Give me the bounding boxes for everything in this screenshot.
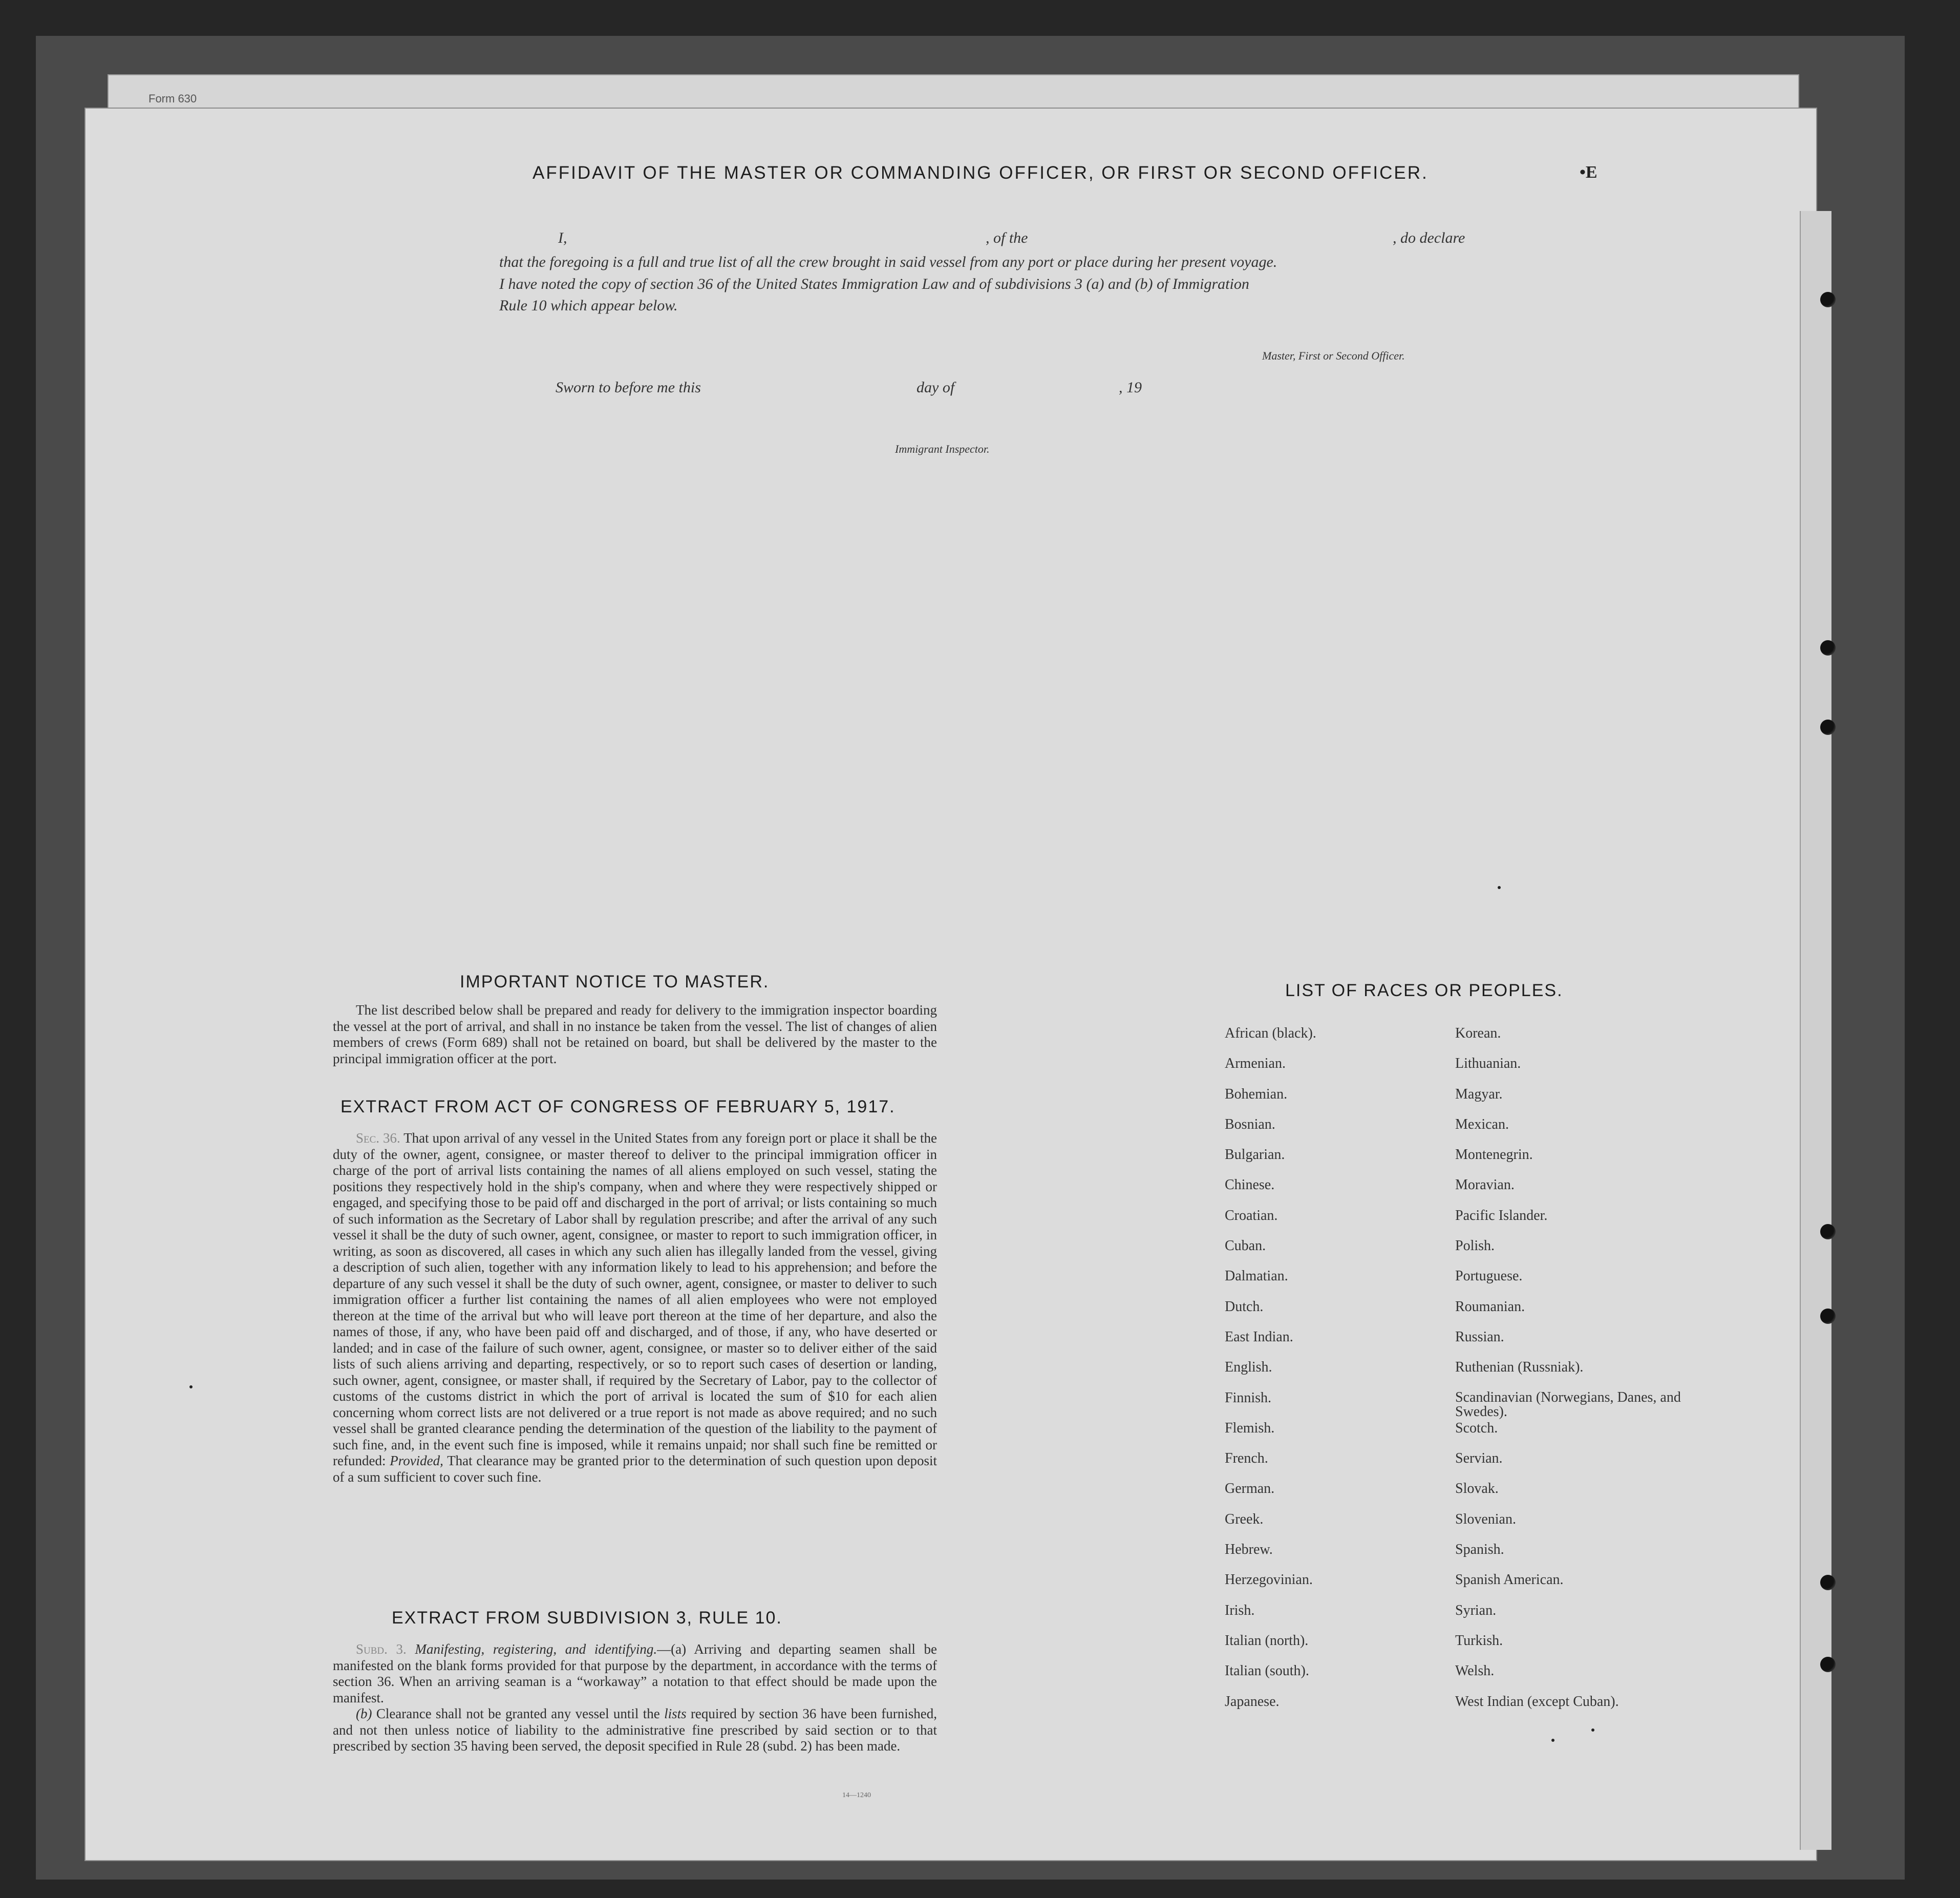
race-item: Polish.: [1455, 1238, 1495, 1254]
race-item: Syrian.: [1455, 1602, 1497, 1618]
subdivision-heading: Manifesting, registering, and identifying.: [415, 1641, 657, 1657]
race-item: Slovak.: [1455, 1481, 1499, 1497]
notice-body: [333, 1002, 937, 1067]
races-column-1: [1225, 1026, 1471, 1724]
race-item: Russian.: [1455, 1328, 1504, 1345]
section-label: Sec. 36.: [356, 1130, 400, 1146]
speck: [1551, 1739, 1554, 1742]
race-item: Montenegrin.: [1455, 1147, 1533, 1163]
races-column-2: [1455, 1026, 1701, 1724]
race-item: Bosnian.: [1225, 1116, 1275, 1132]
part-b-pre: Clearance shall not be granted any vessel until the: [376, 1706, 660, 1721]
race-item: English.: [1225, 1359, 1272, 1376]
print-code: 14—1240: [842, 1791, 871, 1799]
race-item: Herzegovinian.: [1225, 1572, 1313, 1588]
race-item: Scotch.: [1455, 1420, 1498, 1436]
act-text-end: That clearance may be granted prior to the determination of such question upon deposit of a sum sufficient to cover such fine.: [333, 1453, 938, 1485]
declaration-line-3: I have noted the copy of section 36 of the United States Immigration Law and of subdivisions 3 (a) and (b) of Immigration: [499, 276, 1249, 292]
declaration-line-4: Rule 10 which appear below.: [499, 297, 678, 314]
speck: [1498, 886, 1501, 889]
races-title: LIST OF RACES OR PEOPLES.: [1285, 981, 1563, 1000]
race-item: West Indian (except Cuban).: [1455, 1693, 1619, 1710]
race-item: Japanese.: [1225, 1693, 1280, 1710]
part-a-label: —(a): [657, 1641, 687, 1657]
binder-hole: [1820, 1575, 1836, 1590]
rule-extract-title: EXTRACT FROM SUBDIVISION 3, RULE 10.: [392, 1608, 782, 1628]
page-edge: [1800, 211, 1831, 1850]
race-item: Italian (north).: [1225, 1632, 1309, 1649]
race-item: Ruthenian (Russniak).: [1455, 1359, 1584, 1376]
race-item: Korean.: [1455, 1025, 1501, 1041]
rule-extract-body: [333, 1641, 937, 1755]
declaration-of-the: , of the: [986, 229, 1028, 246]
race-item: Cuban.: [1225, 1238, 1266, 1254]
binder-hole: [1820, 1657, 1836, 1672]
race-item: Spanish American.: [1455, 1572, 1564, 1588]
master-signature-label: Master, First or Second Officer.: [1262, 349, 1405, 362]
sworn-before-text: Sworn to before me this: [556, 379, 701, 396]
subdivision-label: Subd. 3.: [356, 1641, 407, 1657]
race-item: Dutch.: [1225, 1298, 1264, 1315]
year-text: , 19: [1119, 379, 1142, 396]
act-extract-title: EXTRACT FROM ACT OF CONGRESS OF FEBRUARY 5, 1917.: [340, 1097, 896, 1116]
corner-mark: •E: [1580, 163, 1597, 182]
race-item: Italian (south).: [1225, 1663, 1309, 1679]
race-item: Bulgarian.: [1225, 1147, 1285, 1163]
race-item: Croatian.: [1225, 1207, 1278, 1224]
race-item: Pacific Islander.: [1455, 1207, 1548, 1224]
inspector-signature-label: Immigrant Inspector.: [895, 442, 990, 455]
race-item: German.: [1225, 1481, 1275, 1497]
race-item: Slovenian.: [1455, 1511, 1516, 1527]
race-item: Welsh.: [1455, 1663, 1495, 1679]
race-item: Dalmatian.: [1225, 1268, 1288, 1284]
race-item: East Indian.: [1225, 1328, 1293, 1345]
race-item: Scandinavian (Norwegians, Danes, and Swedes).: [1455, 1389, 1681, 1420]
part-b-lists: lists: [664, 1706, 687, 1721]
race-item: Irish.: [1225, 1602, 1255, 1618]
act-text: That upon arrival of any vessel in the United States from any foreign port or place it shall be the duty of the owner, agent, consignee, or master thereof to deliver to the principal immigration officer in charge of the port of arrival lists containing the names of all aliens employed on such vessel, stating the positions they respectively hold in the ship's company, when and where they were respectively shipped or engaged, and specifying those to be paid off and discharged in the port of arrival; or lists containing so much of such information as the Secretary of Labor shall by regulation prescribe; and after the arrival of any such vessel it shall be the duty of such owner, agent, consignee, or master to report to such immigration officer, in writing, as soon as discovered, all cases in which any such alien has illegally landed from the vessel, giving a description of such alien, together with any information likely to lead to his apprehension; and before the departure of any such vessel it shall be the duty of such owner, agent, consignee, or master to deliver to such immigration officer a further list containing the names of all alien employees who were not employed thereon at the time of the arrival but who will leave port thereon at the time of her departure, and also the names of those, if any, who have been paid off and discharged, and of those, if any, who have deserted or landed; and in case of the failure of such owner, agent, consignee, or master so to deliver either of the said lists of such aliens arriving and departing, respectively, or so to report such cases of desertion or landing, such owner, agent, consignee, or master shall, if required by the Secretary of Labor, pay to the collector of customs of the customs district in which the port of arrival is located the sum of $10 for each alien concerning whom correct lists are not delivered or a true report is not made as above required; and no such vessel shall be granted clearance pending the determination of the question of the liability to the payment of such fine, and, in the event such fine is imposed, while it remains unpaid; nor shall such fine be remitted or refunded:: [333, 1130, 938, 1468]
affidavit-title: AFFIDAVIT OF THE MASTER OR COMMANDING OFFICER, OR FIRST OR SECOND OFFICER.: [532, 163, 1429, 183]
race-item: Turkish.: [1455, 1632, 1503, 1649]
day-of-text: day of: [917, 379, 955, 396]
binder-hole: [1820, 292, 1836, 307]
race-item: Bohemian.: [1225, 1086, 1288, 1102]
race-item: Moravian.: [1455, 1177, 1515, 1193]
race-item: Hebrew.: [1225, 1542, 1273, 1558]
race-item: Finnish.: [1225, 1389, 1272, 1406]
race-item: Flemish.: [1225, 1420, 1275, 1436]
declaration-line-2: that the foregoing is a full and true list of all the crew brought in said vessel from any port or place during her present voyage.: [499, 254, 1277, 270]
notice-title: IMPORTANT NOTICE TO MASTER.: [460, 972, 770, 992]
binder-hole: [1820, 640, 1836, 656]
declaration-do-declare: , do declare: [1393, 229, 1465, 246]
part-a-text: Arriving and departing seamen shall be manifested on the blank forms provided for that purpose by the department, in accordance with the terms of section 36. When an arriving seaman is a “workaway” a notation to that effect should be made upon the manifest.: [333, 1641, 938, 1705]
part-b-label: (b): [356, 1706, 372, 1721]
binder-hole: [1820, 1309, 1836, 1324]
declaration-i: I,: [558, 229, 567, 246]
part-b-post: required by section 36 have been furnished, and not then unless notice of liability to the administrative fine prescribed by said section or to that prescribed by section 35 having been served, the deposit specified in Rule 28 (subd. 2) has been made.: [333, 1706, 937, 1754]
race-item: Portuguese.: [1455, 1268, 1523, 1284]
speck: [189, 1385, 193, 1388]
form-number: Form 630: [148, 92, 197, 105]
race-item: Spanish.: [1455, 1542, 1504, 1558]
race-item: Mexican.: [1455, 1116, 1509, 1132]
binder-hole: [1820, 720, 1836, 735]
race-item: Chinese.: [1225, 1177, 1275, 1193]
notice-text: The list described below shall be prepared and ready for delivery to the immigration inspector boarding the vessel at the port of arrival, and shall in no instance be taken from the vessel. The list of changes of alien members of crews (Form 689) shall not be retained on board, but shall be delivered by the master to the principal immigration officer at the port.: [333, 1002, 937, 1066]
race-item: African (black).: [1225, 1025, 1316, 1041]
binder-hole: [1820, 1224, 1836, 1239]
race-item: Servian.: [1455, 1450, 1503, 1467]
act-extract-body: [333, 1130, 937, 1485]
race-item: Magyar.: [1455, 1086, 1503, 1102]
race-item: Roumanian.: [1455, 1298, 1525, 1315]
provided-word: Provided,: [390, 1453, 443, 1468]
race-item: Armenian.: [1225, 1056, 1286, 1072]
race-item: French.: [1225, 1450, 1268, 1467]
speck: [1591, 1728, 1594, 1732]
race-item: Lithuanian.: [1455, 1056, 1521, 1072]
race-item: Greek.: [1225, 1511, 1264, 1527]
